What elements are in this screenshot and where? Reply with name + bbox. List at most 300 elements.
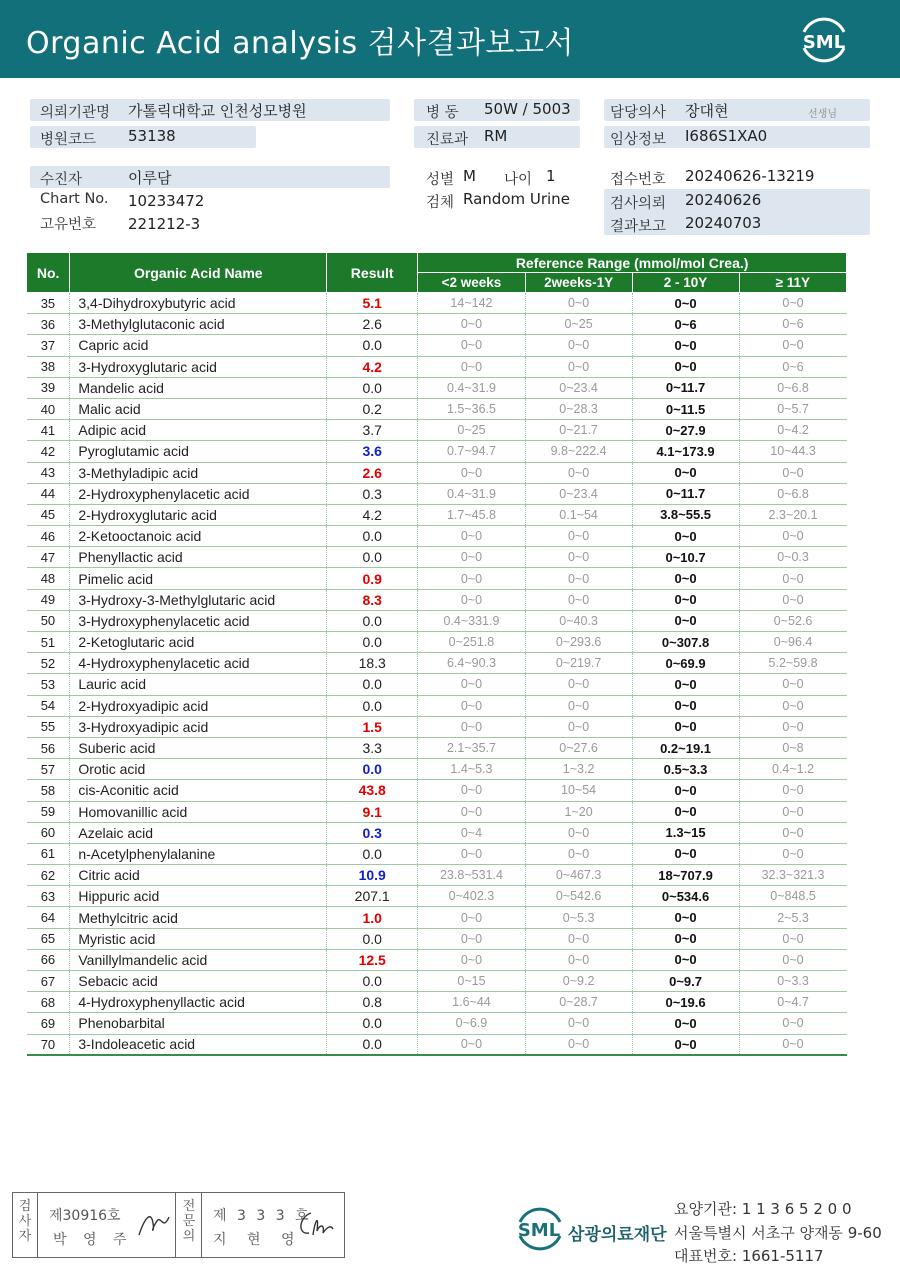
row-name: Pyroglutamic acid — [70, 441, 327, 462]
row-ref-2-10y: 0~0 — [632, 526, 739, 547]
table-row — [27, 822, 847, 843]
row-result: 3.3 — [327, 737, 418, 758]
row-no: 64 — [27, 907, 70, 928]
row-ref-11y: 32.3~321.3 — [739, 865, 846, 886]
table-row — [27, 886, 847, 907]
row-ref-2w1y: 0~0 — [525, 462, 632, 483]
row-result: 0.0 — [327, 632, 418, 653]
specialist-name: 지 현 영 — [213, 1232, 303, 1248]
row-no: 68 — [27, 992, 70, 1013]
institution-label: 의뢰기관명 — [40, 105, 111, 121]
row-ref-lt2w: 0~25 — [418, 420, 525, 441]
row-name: Orotic acid — [70, 759, 327, 780]
row-result: 5.1 — [327, 293, 418, 314]
row-ref-lt2w: 0~0 — [418, 843, 525, 864]
doctor-suffix: 선생님 — [808, 109, 837, 120]
sml-logo — [796, 12, 852, 68]
receipt-value: 20240626-13219 — [685, 167, 815, 185]
row-ref-2-10y: 0~0 — [632, 843, 739, 864]
row-name: Phenyllactic acid — [70, 547, 327, 568]
row-ref-11y: 0~0 — [739, 822, 846, 843]
table-row — [27, 610, 847, 631]
report-value: 20240703 — [685, 214, 762, 232]
table-row — [27, 462, 847, 483]
row-ref-lt2w: 0~0 — [418, 949, 525, 970]
row-ref-2w1y: 0~0 — [525, 716, 632, 737]
row-ref-2-10y: 0~0 — [632, 928, 739, 949]
row-result: 12.5 — [327, 949, 418, 970]
row-ref-lt2w: 1.5~36.5 — [418, 398, 525, 419]
row-ref-2w1y: 0~0 — [525, 356, 632, 377]
row-ref-11y: 0~5.7 — [739, 398, 846, 419]
row-no: 54 — [27, 695, 70, 716]
header-ref-2-10y: 2 - 10Y — [632, 273, 739, 293]
row-ref-2w1y: 0~0 — [525, 293, 632, 314]
row-ref-11y: 0~0 — [739, 801, 846, 822]
row-no: 67 — [27, 971, 70, 992]
row-no: 57 — [27, 759, 70, 780]
table-row — [27, 398, 847, 419]
table-row — [27, 843, 847, 864]
row-ref-2w1y: 0~0 — [525, 589, 632, 610]
row-name: 3-Methylglutaconic acid — [70, 314, 327, 335]
table-row — [27, 1013, 847, 1034]
row-name: n-Acetylphenylalanine — [70, 843, 327, 864]
row-name: Suberic acid — [70, 737, 327, 758]
row-no: 41 — [27, 420, 70, 441]
request-label: 검사의뢰 — [610, 196, 667, 212]
row-ref-2-10y: 0~11.5 — [632, 398, 739, 419]
row-ref-11y: 0~0 — [739, 335, 846, 356]
row-ref-11y: 0~0 — [739, 462, 846, 483]
row-result: 8.3 — [327, 589, 418, 610]
row-ref-11y: 0~6 — [739, 356, 846, 377]
row-name: Malic acid — [70, 398, 327, 419]
row-result: 0.0 — [327, 928, 418, 949]
row-ref-11y: 0~0 — [739, 526, 846, 547]
row-name: 3,4-Dihydroxybutyric acid — [70, 293, 327, 314]
row-name: 3-Indoleacetic acid — [70, 1034, 327, 1055]
row-ref-lt2w: 0~0 — [418, 780, 525, 801]
row-ref-2w1y: 0~0 — [525, 928, 632, 949]
row-result: 2.6 — [327, 314, 418, 335]
age-value: 1 — [546, 167, 556, 185]
row-ref-2-10y: 0~27.9 — [632, 420, 739, 441]
row-ref-lt2w: 0.4~331.9 — [418, 610, 525, 631]
row-ref-2-10y: 0~0 — [632, 695, 739, 716]
doctor-label: 담당의사 — [610, 105, 667, 121]
row-ref-2-10y: 0~0 — [632, 674, 739, 695]
table-row — [27, 547, 847, 568]
row-no: 40 — [27, 398, 70, 419]
specimen-label: 검체 — [426, 195, 455, 211]
row-ref-2-10y: 0~6 — [632, 314, 739, 335]
row-no: 56 — [27, 737, 70, 758]
row-no: 45 — [27, 504, 70, 525]
row-name: 2-Hydroxyglutaric acid — [70, 504, 327, 525]
row-ref-2w1y: 0~27.6 — [525, 737, 632, 758]
header-result: Result — [327, 253, 418, 293]
table-row — [27, 441, 847, 462]
row-name: 2-Hydroxyadipic acid — [70, 695, 327, 716]
row-ref-11y: 0~52.6 — [739, 610, 846, 631]
row-ref-2-10y: 0~9.7 — [632, 971, 739, 992]
row-result: 3.6 — [327, 441, 418, 462]
patient-box — [30, 166, 390, 188]
footer-logo-text: SML — [517, 1220, 561, 1241]
sex-value: M — [463, 167, 476, 185]
row-result: 0.0 — [327, 674, 418, 695]
table-row — [27, 293, 847, 314]
row-ref-2-10y: 4.1~173.9 — [632, 441, 739, 462]
row-result: 0.0 — [327, 335, 418, 356]
clinical-label: 임상정보 — [610, 132, 667, 148]
row-ref-2w1y: 0~219.7 — [525, 653, 632, 674]
row-ref-2w1y: 0~0 — [525, 1013, 632, 1034]
signature-box — [12, 1192, 345, 1258]
row-no: 39 — [27, 377, 70, 398]
row-no: 70 — [27, 1034, 70, 1055]
row-ref-2w1y: 9.8~222.4 — [525, 441, 632, 462]
receipt-label: 접수번호 — [610, 172, 667, 188]
row-ref-11y: 0~6.8 — [739, 483, 846, 504]
row-ref-lt2w: 0.4~31.9 — [418, 377, 525, 398]
row-no: 51 — [27, 632, 70, 653]
row-ref-2-10y: 18~707.9 — [632, 865, 739, 886]
row-result: 3.7 — [327, 420, 418, 441]
results-table — [26, 252, 847, 1056]
tester-license: 제30916호 — [49, 1208, 121, 1224]
row-result: 1.5 — [327, 716, 418, 737]
table-row — [27, 928, 847, 949]
row-no: 49 — [27, 589, 70, 610]
table-row — [27, 632, 847, 653]
row-ref-lt2w: 0~4 — [418, 822, 525, 843]
table-row — [27, 780, 847, 801]
table-row — [27, 801, 847, 822]
row-ref-2w1y: 1~20 — [525, 801, 632, 822]
doctor-value: 장대현 — [685, 102, 729, 120]
row-result: 10.9 — [327, 865, 418, 886]
row-result: 4.2 — [327, 504, 418, 525]
row-ref-2w1y: 0~0 — [525, 1034, 632, 1055]
row-no: 35 — [27, 293, 70, 314]
row-ref-lt2w: 0~0 — [418, 314, 525, 335]
row-ref-2w1y: 0~0 — [525, 526, 632, 547]
row-ref-lt2w: 0~0 — [418, 695, 525, 716]
footer-phone: 대표번호: 1661-5117 — [674, 1247, 824, 1265]
divider — [175, 1193, 176, 1257]
row-ref-11y: 0~0 — [739, 1013, 846, 1034]
row-ref-2w1y: 0~25 — [525, 314, 632, 335]
row-no: 38 — [27, 356, 70, 377]
table-row — [27, 971, 847, 992]
row-ref-2-10y: 0~0 — [632, 568, 739, 589]
row-no: 48 — [27, 568, 70, 589]
row-name: Lauric acid — [70, 674, 327, 695]
row-name: 3-Hydroxyadipic acid — [70, 716, 327, 737]
row-ref-2-10y: 0~0 — [632, 801, 739, 822]
row-no: 47 — [27, 547, 70, 568]
patient-label: 수진자 — [40, 172, 83, 188]
row-ref-11y: 0~0 — [739, 1034, 846, 1055]
table-row — [27, 674, 847, 695]
tester-signature — [135, 1207, 175, 1241]
row-ref-2-10y: 1.3~15 — [632, 822, 739, 843]
row-ref-lt2w: 0.4~31.9 — [418, 483, 525, 504]
dept-value: RM — [484, 127, 508, 145]
row-no: 62 — [27, 865, 70, 886]
row-ref-2w1y: 0~293.6 — [525, 632, 632, 653]
row-ref-2-10y: 0~0 — [632, 716, 739, 737]
row-name: Citric acid — [70, 865, 327, 886]
row-ref-11y: 0~4.7 — [739, 992, 846, 1013]
row-name: 3-Hydroxyphenylacetic acid — [70, 610, 327, 631]
row-ref-11y: 10~44.3 — [739, 441, 846, 462]
row-no: 36 — [27, 314, 70, 335]
results-body — [27, 293, 847, 1056]
report-title: Organic Acid analysis 검사결과보고서 — [26, 26, 574, 61]
chart-label: Chart No. — [40, 191, 109, 207]
header-ref-lt2w: <2 weeks — [418, 273, 525, 293]
row-name: Adipic acid — [70, 420, 327, 441]
row-ref-lt2w: 0~6.9 — [418, 1013, 525, 1034]
row-no: 61 — [27, 843, 70, 864]
row-ref-lt2w: 0~0 — [418, 526, 525, 547]
row-ref-2-10y: 0~0 — [632, 462, 739, 483]
row-no: 52 — [27, 653, 70, 674]
row-result: 0.3 — [327, 483, 418, 504]
footer-address: 서울특별시 서초구 양재동 9-60 — [674, 1224, 882, 1242]
table-row — [27, 737, 847, 758]
row-ref-2w1y: 0~0 — [525, 674, 632, 695]
specialist-license: 제 3 3 3 호 — [213, 1208, 312, 1224]
row-ref-2-10y: 0~11.7 — [632, 483, 739, 504]
footer-sml-logo — [512, 1200, 568, 1256]
row-result: 9.1 — [327, 801, 418, 822]
row-no: 50 — [27, 610, 70, 631]
institution-value: 가톨릭대학교 인천성모병원 — [128, 102, 307, 120]
row-ref-lt2w: 6.4~90.3 — [418, 653, 525, 674]
row-ref-2-10y: 0~0 — [632, 949, 739, 970]
row-ref-lt2w: 0~0 — [418, 335, 525, 356]
row-ref-lt2w: 0~0 — [418, 716, 525, 737]
row-ref-11y: 0~0 — [739, 589, 846, 610]
table-row — [27, 377, 847, 398]
footer-code: 요양기관: 1 1 3 6 5 2 0 0 — [674, 1200, 852, 1218]
row-no: 44 — [27, 483, 70, 504]
row-ref-2-10y: 0~0 — [632, 907, 739, 928]
row-name: 4-Hydroxyphenyllactic acid — [70, 992, 327, 1013]
row-ref-lt2w: 0~402.3 — [418, 886, 525, 907]
row-ref-2w1y: 0~21.7 — [525, 420, 632, 441]
table-row — [27, 716, 847, 737]
age-label: 나이 — [504, 172, 533, 188]
row-ref-lt2w: 2.1~35.7 — [418, 737, 525, 758]
row-ref-2-10y: 0~0 — [632, 356, 739, 377]
table-row — [27, 759, 847, 780]
row-no: 63 — [27, 886, 70, 907]
row-name: Methylcitric acid — [70, 907, 327, 928]
table-row — [27, 695, 847, 716]
row-ref-2w1y: 0~40.3 — [525, 610, 632, 631]
row-name: 3-Hydroxy-3-Methylglutaric acid — [70, 589, 327, 610]
sml-logo-text: SML — [802, 32, 846, 53]
hospital-code-value: 53138 — [128, 127, 176, 145]
row-ref-lt2w: 0~0 — [418, 462, 525, 483]
row-ref-2-10y: 0~0 — [632, 589, 739, 610]
row-ref-11y: 0.4~1.2 — [739, 759, 846, 780]
unique-label: 고유번호 — [40, 217, 97, 233]
header-bar — [0, 0, 900, 78]
row-ref-11y: 0~0 — [739, 695, 846, 716]
specialist-side-label: 전 문 의 — [182, 1199, 196, 1244]
row-ref-2w1y: 0~0 — [525, 568, 632, 589]
row-ref-2w1y: 10~54 — [525, 780, 632, 801]
row-ref-lt2w: 0~0 — [418, 356, 525, 377]
table-row — [27, 653, 847, 674]
row-no: 69 — [27, 1013, 70, 1034]
row-ref-2w1y: 0~0 — [525, 949, 632, 970]
row-ref-2w1y: 0~542.6 — [525, 886, 632, 907]
row-result: 0.0 — [327, 971, 418, 992]
row-result: 0.0 — [327, 843, 418, 864]
divider — [201, 1193, 202, 1257]
table-row — [27, 949, 847, 970]
row-result: 18.3 — [327, 653, 418, 674]
row-no: 65 — [27, 928, 70, 949]
row-no: 53 — [27, 674, 70, 695]
row-name: 3-Hydroxyglutaric acid — [70, 356, 327, 377]
row-ref-11y: 0~0 — [739, 293, 846, 314]
row-ref-2-10y: 0~19.6 — [632, 992, 739, 1013]
table-row — [27, 504, 847, 525]
row-result: 0.9 — [327, 568, 418, 589]
table-row — [27, 589, 847, 610]
row-ref-2-10y: 0~0 — [632, 780, 739, 801]
row-ref-2-10y: 0~534.6 — [632, 886, 739, 907]
chart-value: 10233472 — [128, 192, 205, 210]
row-result: 2.6 — [327, 462, 418, 483]
row-ref-11y: 0~0 — [739, 780, 846, 801]
tester-name: 박 영 주 — [53, 1232, 133, 1248]
row-ref-2-10y: 0~0 — [632, 335, 739, 356]
row-ref-11y: 0~0 — [739, 716, 846, 737]
row-name: Capric acid — [70, 335, 327, 356]
header-reference: Reference Range (mmol/mol Crea.) — [418, 253, 847, 273]
row-no: 60 — [27, 822, 70, 843]
row-ref-11y: 0~96.4 — [739, 632, 846, 653]
row-no: 59 — [27, 801, 70, 822]
row-ref-2w1y: 0~0 — [525, 843, 632, 864]
header-name: Organic Acid Name — [70, 253, 327, 293]
row-ref-2w1y: 0~28.3 — [525, 398, 632, 419]
row-ref-lt2w: 1.6~44 — [418, 992, 525, 1013]
row-ref-2-10y: 0~0 — [632, 293, 739, 314]
table-row — [27, 992, 847, 1013]
row-ref-lt2w: 0~0 — [418, 674, 525, 695]
row-result: 0.3 — [327, 822, 418, 843]
table-row — [27, 526, 847, 547]
table-row — [27, 907, 847, 928]
row-ref-2w1y: 0.1~54 — [525, 504, 632, 525]
tester-side-label: 검 사 자 — [18, 1199, 32, 1244]
row-ref-lt2w: 1.4~5.3 — [418, 759, 525, 780]
row-ref-11y: 0~0 — [739, 928, 846, 949]
row-result: 0.0 — [327, 610, 418, 631]
row-ref-2-10y: 0~0 — [632, 1013, 739, 1034]
row-result: 207.1 — [327, 886, 418, 907]
row-name: Mandelic acid — [70, 377, 327, 398]
row-result: 43.8 — [327, 780, 418, 801]
row-ref-11y: 0~0 — [739, 568, 846, 589]
table-row — [27, 314, 847, 335]
row-ref-2w1y: 0~467.3 — [525, 865, 632, 886]
divider — [37, 1193, 38, 1257]
ward-value: 50W / 5003 — [484, 100, 571, 118]
row-no: 58 — [27, 780, 70, 801]
row-name: Homovanillic acid — [70, 801, 327, 822]
row-ref-lt2w: 14~142 — [418, 293, 525, 314]
row-result: 0.0 — [327, 377, 418, 398]
row-ref-2-10y: 0.5~3.3 — [632, 759, 739, 780]
row-name: Pimelic acid — [70, 568, 327, 589]
row-result: 0.0 — [327, 1034, 418, 1055]
row-ref-2-10y: 0~69.9 — [632, 653, 739, 674]
sex-label: 성별 — [426, 172, 455, 188]
row-name: cis-Aconitic acid — [70, 780, 327, 801]
table-row — [27, 568, 847, 589]
header-no: No. — [27, 253, 70, 293]
row-ref-11y: 0~0.3 — [739, 547, 846, 568]
row-ref-11y: 0~6 — [739, 314, 846, 335]
row-no: 55 — [27, 716, 70, 737]
footer-org-name: 삼광의료재단 — [568, 1225, 667, 1245]
row-name: 2-Hydroxyphenylacetic acid — [70, 483, 327, 504]
row-ref-2w1y: 0~9.2 — [525, 971, 632, 992]
row-result: 0.8 — [327, 992, 418, 1013]
row-ref-2w1y: 0~0 — [525, 335, 632, 356]
row-ref-2-10y: 0~11.7 — [632, 377, 739, 398]
row-ref-11y: 2.3~20.1 — [739, 504, 846, 525]
table-row — [27, 335, 847, 356]
specialist-signature — [295, 1207, 337, 1241]
row-ref-11y: 0~848.5 — [739, 886, 846, 907]
unique-value: 221212-3 — [128, 215, 201, 233]
row-no: 42 — [27, 441, 70, 462]
row-ref-lt2w: 0~0 — [418, 928, 525, 949]
row-result: 0.0 — [327, 526, 418, 547]
row-ref-2w1y: 0~0 — [525, 695, 632, 716]
row-ref-lt2w: 0~15 — [418, 971, 525, 992]
row-ref-11y: 0~8 — [739, 737, 846, 758]
row-ref-lt2w: 23.8~531.4 — [418, 865, 525, 886]
row-name: Azelaic acid — [70, 822, 327, 843]
row-ref-11y: 5.2~59.8 — [739, 653, 846, 674]
row-result: 1.0 — [327, 907, 418, 928]
row-ref-lt2w: 0~0 — [418, 589, 525, 610]
row-ref-lt2w: 0~0 — [418, 547, 525, 568]
row-result: 0.0 — [327, 1013, 418, 1034]
row-ref-2-10y: 0~0 — [632, 610, 739, 631]
row-ref-lt2w: 0.7~94.7 — [418, 441, 525, 462]
specimen-value: Random Urine — [463, 190, 570, 208]
row-name: Hippuric acid — [70, 886, 327, 907]
ward-label: 병 동 — [426, 105, 459, 121]
row-result: 0.0 — [327, 547, 418, 568]
row-ref-2-10y: 3.8~55.5 — [632, 504, 739, 525]
header-ref-2w1y: 2weeks-1Y — [525, 273, 632, 293]
